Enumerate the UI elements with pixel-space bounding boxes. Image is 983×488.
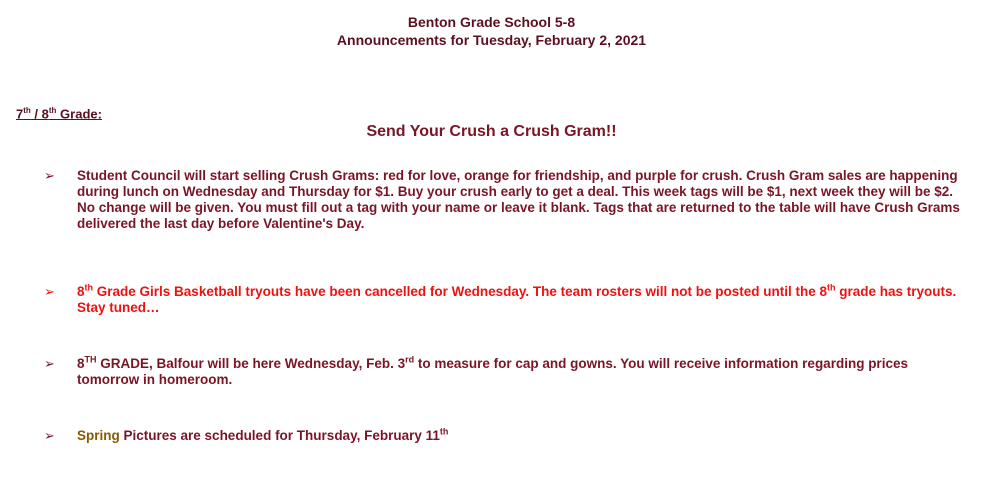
announcement-text: Student Council will start selling Crush Grams: red for love, orange for friendship, and purple for crush. Crush Gram sales are happening during lunch on Wednesday and Thursday for $1. Buy your crush early to get a deal. This week tags will be $1, next week they will be $2. No change will be given. You must fill out a tag with your name or leave it blank. Tags that are returned to the table will have Crush Grams delivered the last day before Valentine's Day. <box>77 168 960 231</box>
announcement-date: Announcements for Tuesday, February 2, 2021 <box>336 32 647 48</box>
announcement-text: Spring Pictures are scheduled for Thursday, February 11th <box>77 426 449 443</box>
announcement-text: 8th Grade Girls Basketball tryouts have been cancelled for Wednesday. The team rosters will not be posted until the 8th grade has tryouts. Stay tuned… <box>77 282 957 315</box>
announcement-item-spring-pictures <box>44 428 969 444</box>
grade-section-label: 7th / 8th Grade: <box>16 106 102 122</box>
announcement-text: 8TH GRADE, Balfour will be here Wednesday, Feb. 3rd to measure for cap and gowns. You will receive information regarding prices tomorrow in homeroom. <box>77 354 908 387</box>
arrow-bullet-icon: ➢ <box>44 428 55 443</box>
announcement-header <box>0 13 983 49</box>
announcement-item-basketball <box>44 284 969 316</box>
announcement-item-balfour <box>44 356 969 388</box>
cut-off-next-section <box>6 478 26 488</box>
announcement-item-crush-grams <box>44 168 969 232</box>
arrow-bullet-icon: ➢ <box>44 284 55 299</box>
arrow-bullet-icon: ➢ <box>44 168 55 183</box>
school-name: Benton Grade School 5-8 <box>407 14 576 30</box>
crush-gram-headline: Send Your Crush a Crush Gram!! <box>366 123 617 140</box>
arrow-bullet-icon: ➢ <box>44 356 55 371</box>
